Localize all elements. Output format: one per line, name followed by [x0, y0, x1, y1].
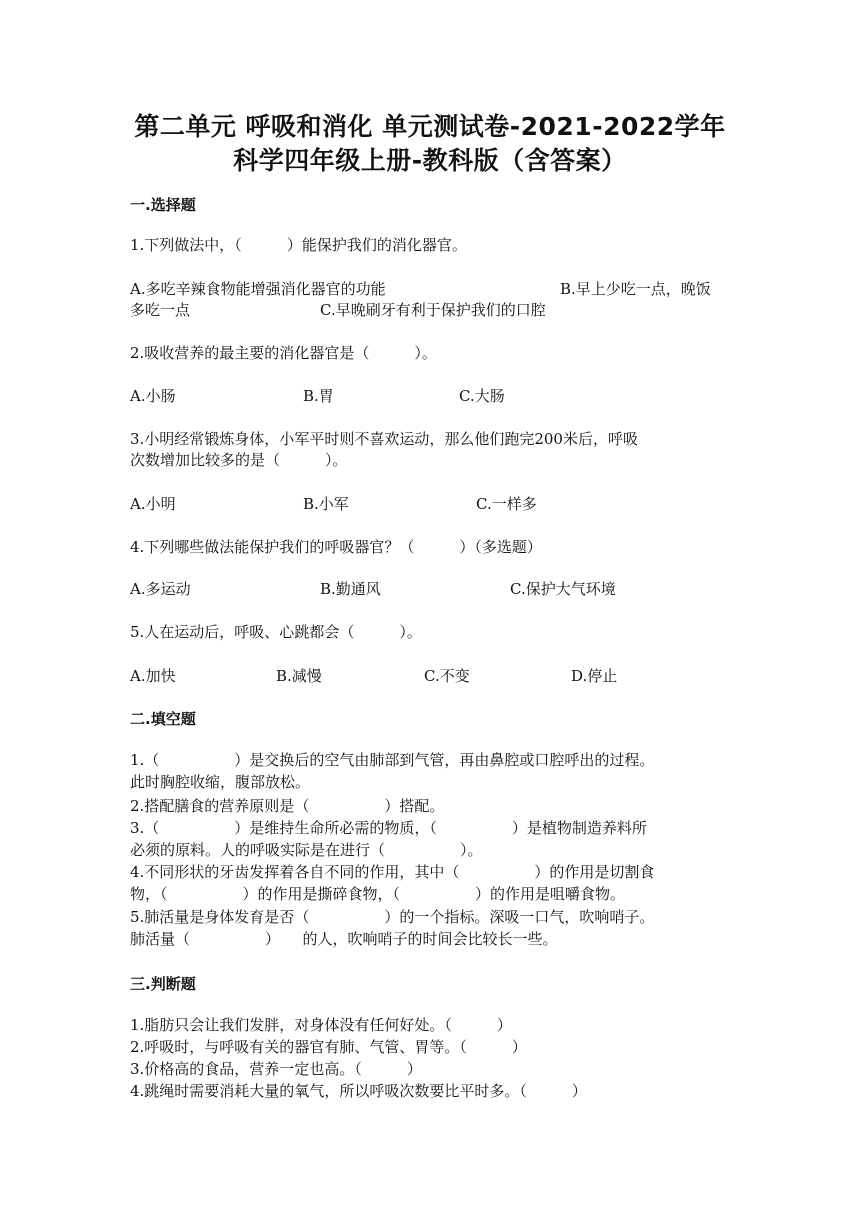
- fill-blank-line: 必须的原料。人的呼吸实际是在进行（ ）。: [130, 841, 483, 859]
- question-4-option-b: B.勤通风: [320, 580, 381, 598]
- section-heading-true-false: 三.判断题: [130, 975, 196, 993]
- question-1-stem: 1.下列做法中，（ ）能保护我们的消化器官。: [130, 236, 467, 254]
- question-5-option-b: B.减慢: [276, 667, 322, 685]
- question-4-option-a: A.多运动: [130, 580, 191, 598]
- document-title-line1: 第二单元 呼吸和消化 单元测试卷-2021-2022学年: [134, 112, 726, 141]
- fill-blank-line: 4.不同形状的牙齿发挥着各自不同的作用，其中（ ）的作用是切割食: [130, 863, 655, 881]
- true-false-item: 4.跳绳时需要消耗大量的氧气，所以呼吸次数要比平时多。（ ）: [130, 1082, 587, 1100]
- question-5-stem: 5.人在运动后，呼吸、心跳都会（ ）。: [130, 623, 422, 641]
- fill-blank-line: 3.（ ）是维持生命所必需的物质，（ ）是植物制造养料所: [130, 819, 647, 837]
- fill-blank-line: 物，（ ）的作用是撕碎食物，（ ）的作用是咀嚼食物。: [130, 885, 626, 903]
- question-1-option-a: A.多吃辛辣食物能增强消化器官的功能: [130, 280, 386, 298]
- true-false-item: 3.价格高的食品，营养一定也高。（ ）: [130, 1060, 422, 1078]
- true-false-item: 2.呼吸时，与呼吸有关的器官有肺、气管、胃等。（ ）: [130, 1038, 527, 1056]
- question-3-stem-line1: 3.小明经常锻炼身体，小军平时则不喜欢运动，那么他们跑完200米后，呼吸: [130, 430, 638, 448]
- true-false-item: 1.脂肪只会让我们发胖，对身体没有任何好处。（ ）: [130, 1016, 512, 1034]
- question-5-option-d: D.停止: [571, 667, 618, 685]
- question-1-option-c: C.早晚刷牙有利于保护我们的口腔: [320, 301, 546, 319]
- question-2-option-b: B.胃: [303, 387, 334, 405]
- fill-blank-line: 2.搭配膳食的营养原则是（ ）搭配。: [130, 797, 445, 815]
- question-2-option-c: C.大肠: [459, 387, 505, 405]
- fill-blank-line: 肺活量（ ） 的人，吹响哨子的时间会比较长一些。: [130, 930, 558, 948]
- question-3-stem-line2: 次数增加比较多的是（ ）。: [130, 451, 348, 469]
- question-4-option-c: C.保护大气环境: [510, 580, 616, 598]
- fill-blank-line: 此时胸腔收缩，腹部放松。: [130, 773, 311, 791]
- question-3-option-b: B.小军: [303, 495, 349, 513]
- question-2-stem: 2.吸收营养的最主要的消化器官是（ ）。: [130, 344, 437, 362]
- section-heading-fill-blank: 二.填空题: [130, 710, 196, 728]
- fill-blank-line: 5.肺活量是身体发育是否（ ）的一个指标。深吸一口气，吹响哨子。: [130, 908, 655, 926]
- section-heading-choice: 一.选择题: [130, 196, 196, 214]
- question-5-option-c: C.不变: [424, 667, 470, 685]
- question-1-option-b: B.早上少吃一点，晚饭: [560, 280, 711, 298]
- question-1-option-b-cont: 多吃一点: [130, 301, 191, 319]
- fill-blank-line: 1.（ ）是交换后的空气由肺部到气管，再由鼻腔或口腔呼出的过程。: [130, 751, 655, 769]
- question-2-option-a: A.小肠: [130, 387, 176, 405]
- question-3-option-c: C.一样多: [476, 495, 537, 513]
- question-5-option-a: A.加快: [130, 667, 176, 685]
- document-title-line2: 科学四年级上册-教科版（含答案）: [233, 146, 627, 175]
- question-4-stem: 4.下列哪些做法能保护我们的呼吸器官？（ ）（多选题）: [130, 538, 542, 556]
- question-3-option-a: A.小明: [130, 495, 176, 513]
